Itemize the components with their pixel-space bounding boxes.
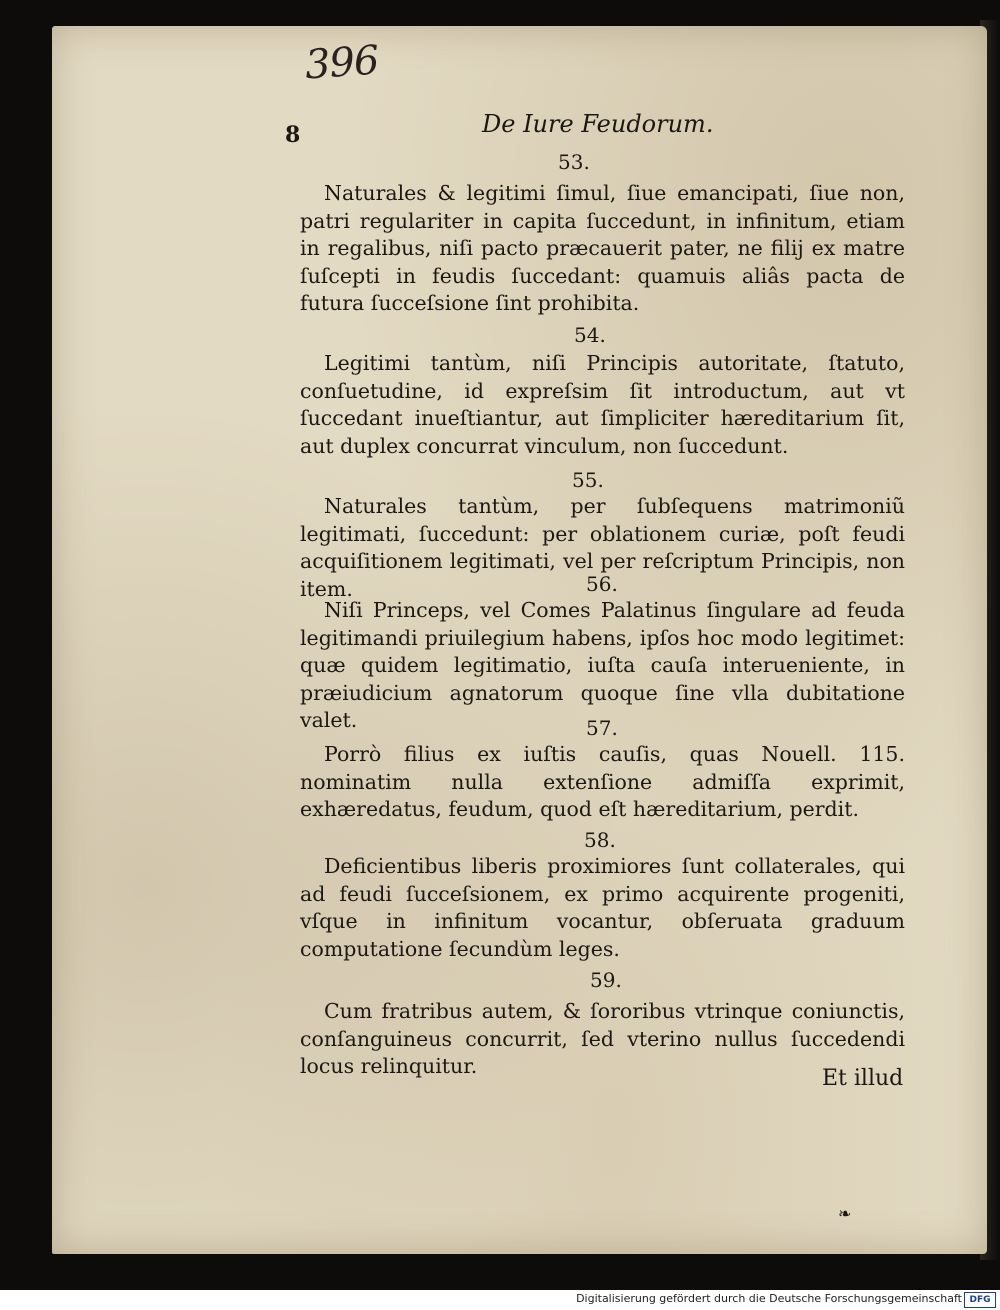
header-mark: 8 xyxy=(285,122,301,148)
catchword: Et illud xyxy=(822,1066,904,1091)
dfg-logo: DFG xyxy=(964,1292,996,1308)
paragraph-text: Naturales & legitimi ſimul, ſiue emancipati, ſiue non, patri regulariter in capita ſuccedunt, in infinitum, etiam in regalibus, niſi pacto præcauerit pater, ne filij ex matre ſuſcepti in feudis ſuccedant: quamuis aliâs pacta de futura ſucceſsione ſint prohibita. xyxy=(300,181,905,315)
paragraph-number: 55. xyxy=(572,468,604,492)
paragraph-number: 58. xyxy=(584,828,616,852)
paragraph-text: Naturales tantùm, per ſubſequens matrimoniũ legitimati, ſuccedunt: per oblationem curiæ, poſt feudi acquiſitionem legitimati, vel per reſcriptum Principis, non item. xyxy=(300,494,905,601)
paragraph-text: Deficientibus liberis proximiores ſunt collaterales, qui ad feudi ſucceſsionem, ex primo acquirente progeniti, vſque in infinitum vocantur, obſeruata graduum computatione ſecundùm leges. xyxy=(300,854,905,961)
paragraph-text: Niſi Princeps, vel Comes Palatinus ſingulare ad feuda legitimandi priuilegium habens, ipſos hoc modo legitimet: quæ quidem legitimatio, iuſta cauſa interueniente, in præiudicium agnatorum quoque ſine vlla dubitatione valet. xyxy=(300,598,905,732)
paragraph-number: 57. xyxy=(586,716,618,740)
footer-bar xyxy=(0,1290,1000,1310)
footer-credit: Digitalisierung gefördert durch die Deutsche Forschungsgemeinschaft xyxy=(576,1292,962,1305)
paragraph-number: 56. xyxy=(586,572,618,596)
paragraph-text: Legitimi tantùm, niſi Principis autoritate, ſtatuto, conſuetudine, id expreſsim ſit introductum, aut vt ſuccedant inueſtiantur, aut ſimpliciter hæreditarium ſit, aut duplex concurrat vinculum, non ſuccedunt. xyxy=(300,351,905,458)
handwritten-page-number: 396 xyxy=(303,37,380,89)
running-head: De Iure Feudorum. xyxy=(482,110,714,138)
paragraph-text: Cum fratribus autem, & ſororibus vtrinque coniunctis, conſanguineus concurrit, ſed vterino nullus ſuccedendi locus relinquitur. xyxy=(300,999,905,1078)
paragraph-number: 53. xyxy=(558,150,590,174)
paragraph-text: Porrò filius ex iuſtis cauſis, quas Nouell. 115. nominatim nulla extenſione admiſſa exprimit, exhæredatus, feudum, quod eſt hæreditarium, perdit. xyxy=(300,742,905,821)
paragraph-number: 59. xyxy=(590,968,622,992)
printer-ornament: ❧ xyxy=(838,1204,852,1223)
paragraph-number: 54. xyxy=(574,323,606,347)
